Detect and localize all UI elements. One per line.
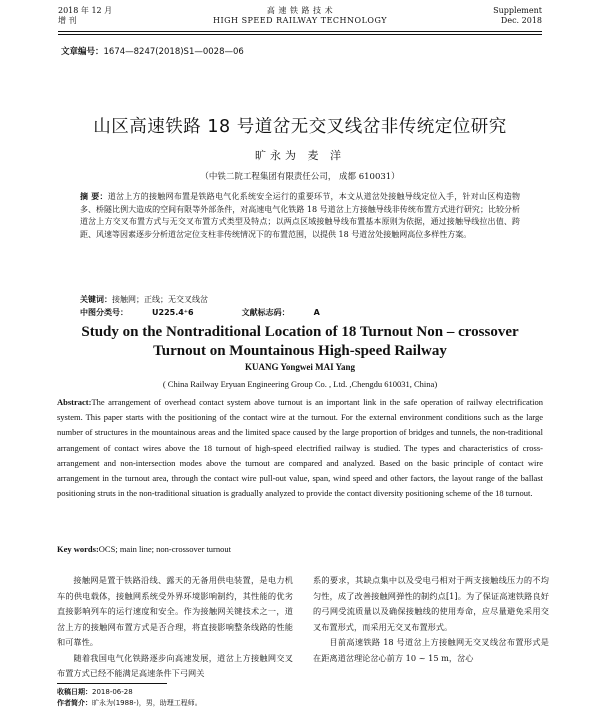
footnote-rule	[57, 683, 167, 684]
chinese-title: 山区高速铁路 18 号道岔无交叉线岔非传统定位研究	[93, 117, 507, 137]
header-issue-en	[493, 6, 542, 26]
english-abstract	[57, 395, 543, 501]
english-abstract-label: Abstract:	[57, 397, 92, 407]
journal-name-cn: 高 速 铁 路 技 术	[266, 6, 334, 15]
body-paragraph: 目前高速铁路 18 号道岔上方接触网无交叉线岔布置形式是在距离道岔理论岔心前方 10 ~ 15 m，岔心	[313, 637, 549, 663]
chinese-abstract-label: 摘 要：	[80, 192, 108, 201]
english-title-line1: Study on the Nontraditional Location of 18 Turnout Non – crossover	[81, 324, 519, 340]
body-column-right	[313, 573, 549, 666]
english-keywords	[57, 544, 543, 554]
body-paragraph: 系的要求，其缺点集中以及受电弓相对于两支接触线压力的不均匀性，成了改善接触网弹性的制约点[1]。为了保证高速铁路良好的弓网受流质量以及确保接触线的使用寿命，应尽量避免采用交叉布置形式，而采用无交叉布置形式。	[313, 575, 549, 632]
running-header	[58, 6, 542, 34]
english-abstract-text: The arrangement of overhead contact system above turnout is an important link in the safe operation of railway electrification system. This paper starts with the positioning of the contact wire at the turnout. For the external environment conditions such as the large number of structures in the mountainous areas and the limited space caused by the large proportion of bridges and tunnels, the non-traditional arrangement of contact wires above the 18 turnout of high-speed electrified railway is studied. The types and characteristics of cross-arrangement and non-intersection modes above the turnout are compared and analyzed. Based on the basic principle of contact wire arrangement in the turnout area, through the contact wire pull-out value, span, wind speed and other factors, the layout range of the ballast positioning struts in the non-traditional situation is gradually analyzed to provide the contact diversity positioning scheme of the 18 turnout.	[57, 397, 543, 499]
footnote-author	[57, 698, 202, 709]
author-bio-label: 作者简介：	[57, 699, 92, 707]
english-authors: KUANG Yongwei MAI Yang	[244, 362, 356, 372]
header-rule-thin	[58, 34, 542, 35]
received-label: 收稿日期：	[57, 688, 92, 696]
classification-line	[80, 307, 368, 318]
header-rule-thick	[58, 31, 542, 32]
article-number-label: 文章编号：	[61, 47, 104, 57]
chinese-keywords-text: 接触网；正线；无交叉线岔	[112, 295, 208, 304]
english-keywords-text: OCS; main line; non-crossover turnout	[98, 544, 232, 554]
header-date: 2018 年 12 月	[58, 6, 113, 15]
english-title-line2: Turnout on Mountainous High-speed Railway	[153, 343, 447, 359]
chinese-keywords	[80, 294, 520, 305]
article-number-value: 1674—8247(2018)S1—0028—06	[103, 47, 244, 57]
class-number-label: 中图分类号：	[80, 308, 128, 317]
document-code-value: A	[313, 308, 320, 317]
class-number-value: U225.4⁺6	[152, 308, 194, 317]
header-journal	[58, 6, 542, 26]
author-bio-value: 旷永为(1988-)，男，助理工程师。	[92, 699, 202, 707]
class-number	[80, 308, 218, 317]
header-supplement-cn: 增 刊	[58, 16, 77, 25]
chinese-abstract	[80, 191, 520, 241]
english-keywords-label: Key words:	[57, 544, 99, 554]
article-number	[61, 45, 244, 57]
english-affiliation: ( China Railway Eryuan Engineering Group Co. , Ltd. ,Chengdu 610031, China)	[162, 379, 438, 389]
english-title	[0, 323, 600, 361]
footnote-received	[57, 687, 202, 698]
footnote	[57, 687, 202, 709]
document-code	[242, 308, 344, 317]
chinese-abstract-text: 道岔上方的接触网布置是铁路电气化系统安全运行的重要环节，本文从道岔处接触导线定位入手，针对山区构造物多、桥隧比例大造成的空间有限等外部条件，对高速电气化铁路 18 号道岔上方接触导线非传统布置方式进行研究；比较分析道岔上方交叉布置方式与无交叉布置方式类型及特点；以两点区域接触导线布置基本原则为依据，通过接触导线拉出值、跨距、风速等因素逐步分析道岔定位支柱非传统情况下的布置范围，以提供 18 号道岔处接触网高位多样性方案。	[80, 192, 520, 239]
journal-name-en: HIGH SPEED RAILWAY TECHNOLOGY	[213, 16, 387, 25]
chinese-authors: 旷永为 麦 洋	[255, 149, 345, 162]
chinese-affiliation: （中铁二院工程集团有限责任公司， 成都 610031）	[200, 172, 400, 182]
body-paragraph: 随着我国电气化铁路逐步向高速发展，道岔上方接触网交叉布置方式已经不能满足高速条件下弓网关	[57, 652, 293, 678]
body-column-left	[57, 573, 293, 682]
header-date-en: Dec. 2018	[500, 16, 542, 25]
received-value: 2018-06-28	[92, 688, 133, 696]
header-supplement-en: Supplement	[493, 6, 542, 15]
chinese-keywords-label: 关键词：	[80, 295, 112, 304]
document-code-label: 文献标志码：	[241, 308, 290, 317]
body-paragraph: 接触网是置于铁路沿线、露天的无备用供电装置，是电力机车的供电载体，接触网系统受外界环境影响制约，其性能的优劣直接影响列车的运行速度和安全。作为接触网关键技术之一，道岔上方的接触网布置方式是否合理，将直接影响整条线路的性能和可靠性。	[57, 575, 293, 647]
